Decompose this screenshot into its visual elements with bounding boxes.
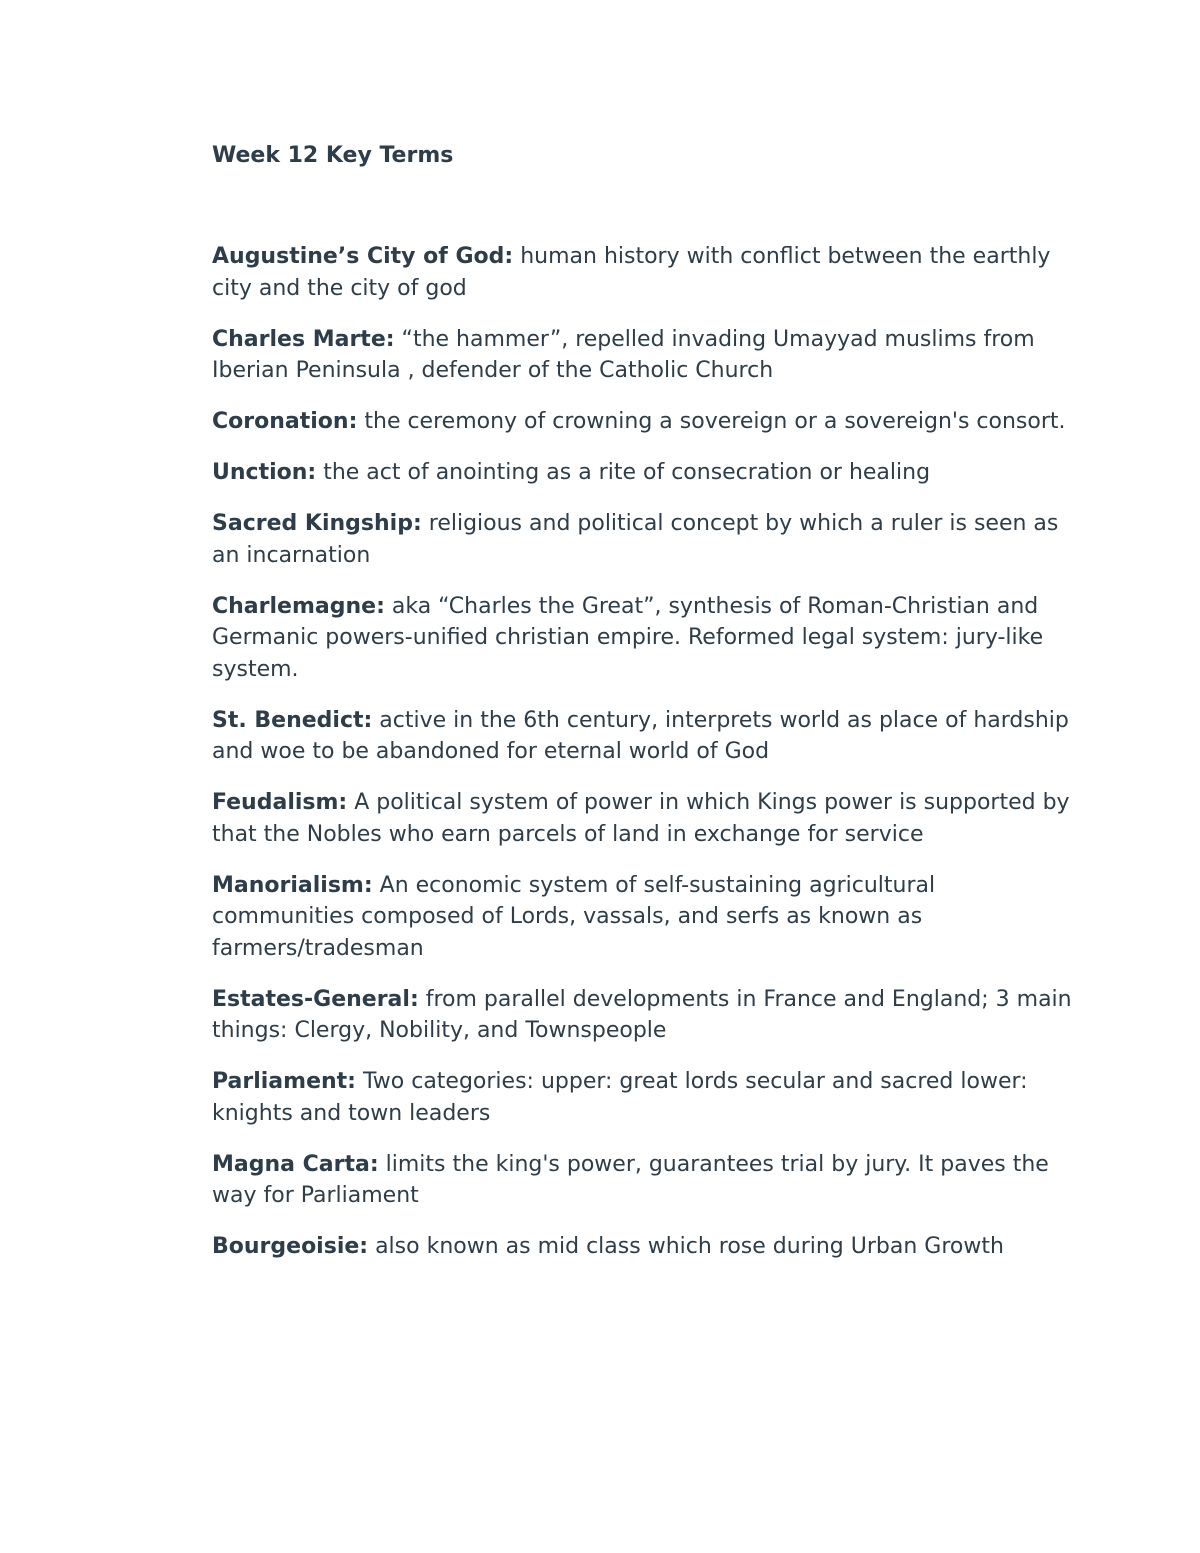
term-name: St. Benedict: — [212, 707, 373, 733]
term-name: Feudalism: — [212, 790, 348, 815]
term-name: Parliament: — [212, 1069, 356, 1094]
term-definition: the act of anointing as a rite of consecration or healing — [316, 460, 931, 485]
term-name: Charles Marte: — [212, 326, 395, 352]
term-entry — [212, 508, 1072, 571]
term-entry — [212, 241, 1072, 304]
term-definition: human history with conflict between the earthly city and the city of god — [212, 244, 1051, 301]
document-title: Week 12 Key Terms — [212, 143, 454, 168]
term-definition: the ceremony of crowning a sovereign or a sovereign's consort. — [357, 409, 1066, 434]
term-name: Augustine’s City of God: — [212, 244, 514, 269]
term-definition: “the hammer”, repelled invading Umayyad muslims from Iberian Peninsula , defender of the Catholic Church — [212, 326, 1035, 383]
term-definition: Two categories: upper: great lords secular and sacred lower: knights and town leaders — [212, 1069, 1028, 1126]
term-entry — [212, 457, 1072, 489]
term-definition: religious and political concept by which a ruler is seen as an incarnation — [212, 511, 1059, 568]
document-page — [212, 141, 1072, 1282]
term-entry — [212, 705, 1072, 768]
term-name: Unction: — [212, 460, 317, 485]
term-name: Bourgeoisie: — [212, 1234, 369, 1259]
term-entry — [212, 1149, 1072, 1212]
term-entry — [212, 591, 1072, 686]
term-definition: A political system of power in which Kings power is supported by that the Nobles who earn parcels of land in exchange for service — [212, 790, 1070, 847]
term-entry — [212, 1066, 1072, 1129]
term-name: Coronation: — [212, 409, 358, 434]
term-name: Charlemagne: — [212, 593, 385, 619]
term-name: Sacred Kingship: — [212, 511, 422, 536]
term-definition: aka “Charles the Great”, synthesis of Roman-Christian and Germanic powers-unified christian empire. Reformed legal system: jury-like system. — [212, 593, 1044, 682]
term-definition: also known as mid class which rose during Urban Growth — [368, 1234, 1004, 1259]
term-name: Estates-General: — [212, 986, 419, 1012]
term-definition: active in the 6th century, interprets world as place of hardship and woe to be abandoned for eternal world of God — [212, 707, 1069, 764]
term-name: Manorialism: — [212, 872, 373, 898]
term-entry — [212, 1231, 1072, 1263]
term-entry — [212, 787, 1072, 850]
key-terms-list — [212, 241, 1072, 1263]
term-definition: An economic system of self-sustaining agricultural communities composed of Lords, vassals, and serfs as known as farmers/tradesman — [212, 872, 936, 961]
term-entry — [212, 324, 1072, 387]
term-definition: from parallel developments in France and England; 3 main things: Clergy, Nobility, and Townspeople — [212, 986, 1072, 1043]
term-definition: limits the king's power, guarantees trial by jury. It paves the way for Parliament — [212, 1151, 1049, 1208]
term-name: Magna Carta: — [212, 1151, 379, 1177]
term-entry — [212, 984, 1072, 1047]
term-entry — [212, 870, 1072, 965]
term-entry — [212, 406, 1072, 438]
